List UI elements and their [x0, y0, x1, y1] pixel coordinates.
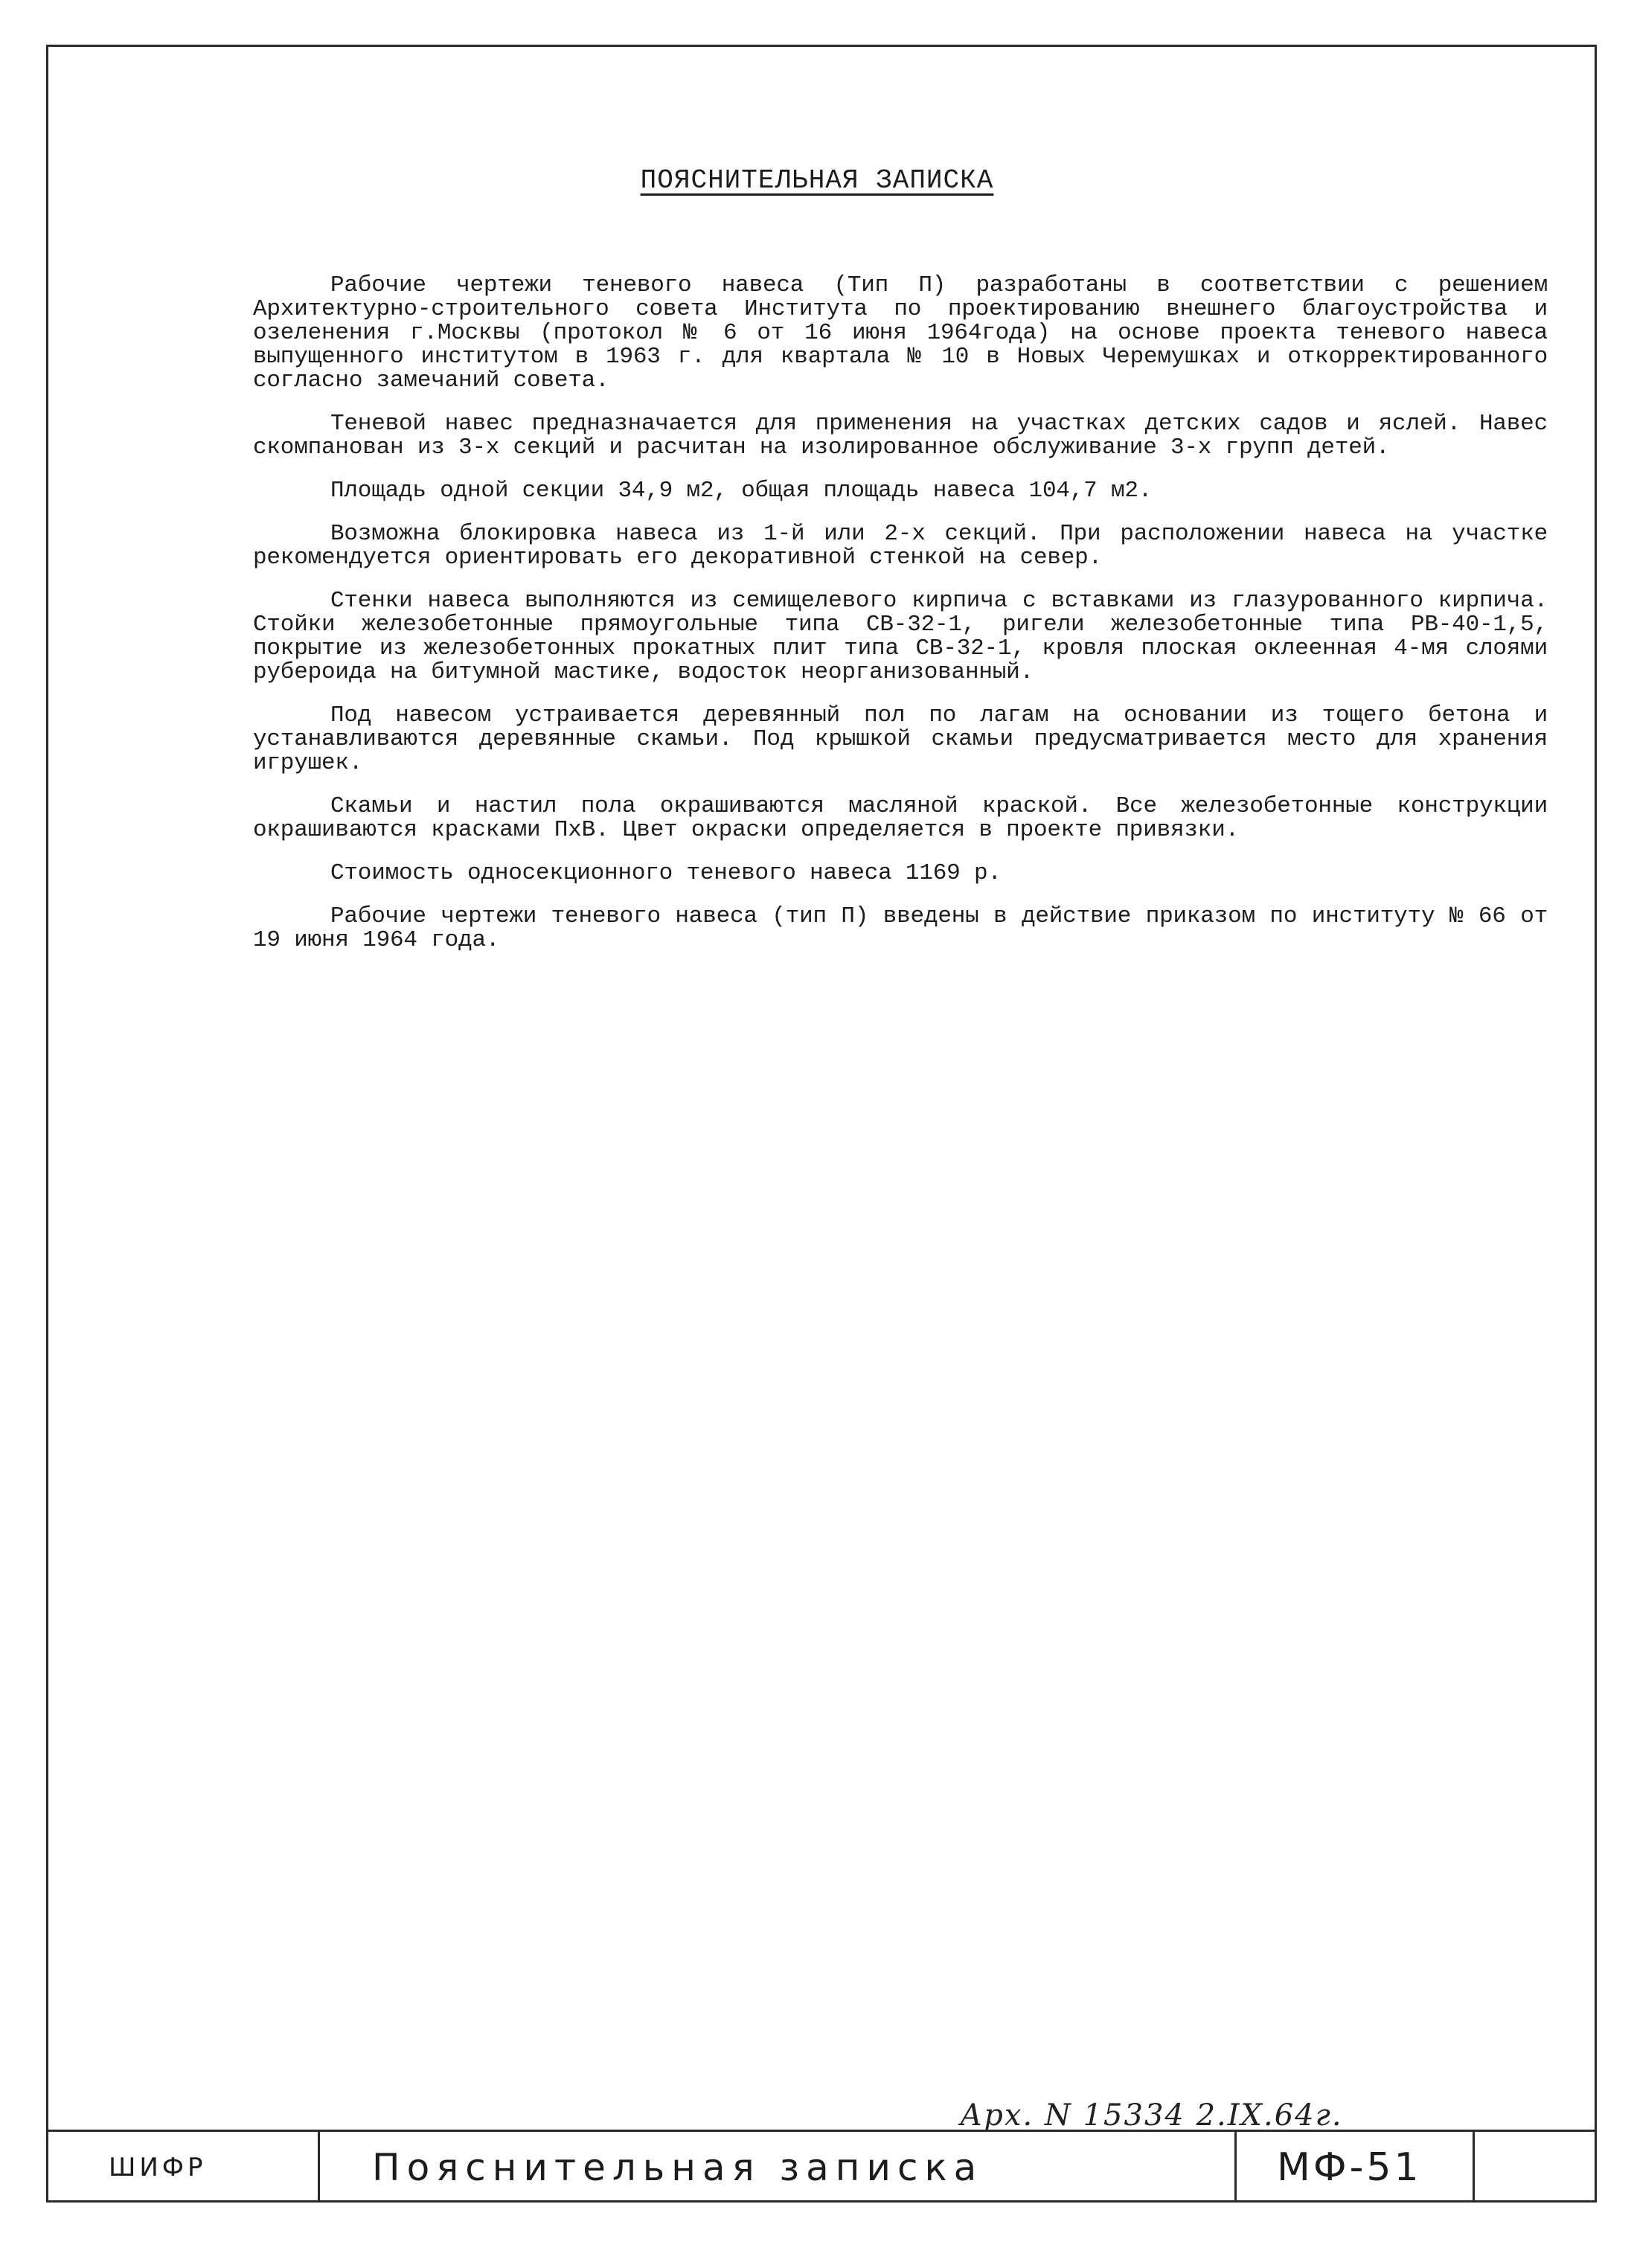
paragraph-1: Рабочие чертежи теневого навеса (Тип П) разработаны в соответствии с решением Архитектурно-строительного совета Института по проектированию внешнего благоустройства и озеленения г.Москвы (протокол № 6 от 16 июня 1964года) на основе проекта теневого навеса выпущенного институтом в 1963 г. для квартала № 10 в Новых Черемушках и откорректированного согласно замечаний совета.	[253, 272, 1548, 394]
paragraph-2: Теневой навес предназначается для применения на участках детских садов и яслей. Навес скомпанован из 3-х секций и расчитан на изолированное обслуживание 3-х групп детей.	[253, 411, 1548, 461]
title-block-code-label: ШИФР	[46, 2132, 320, 2203]
paragraph-6: Под навесом устраивается деревянный пол по лагам на основании из тощего бетона и устанавливаются деревянные скамьи. Под крышкой скамьи предусматривается место для хранения игрушек.	[253, 702, 1548, 776]
paragraph-4: Возможна блокировка навеса из 1-й или 2-х секций. При расположении навеса на участке рекомендуется ориентировать его декоративной стенкой на север.	[253, 521, 1548, 571]
paragraph-7: Скамьи и настил пола окрашиваются масляной краской. Все железобетонные конструкции окрашиваются красками ПхВ. Цвет окраски определяется в проекте привязки.	[253, 793, 1548, 843]
document-title: ПОЯСНИТЕЛЬНАЯ ЗАПИСКА	[640, 165, 994, 196]
document-body	[253, 274, 1548, 972]
paragraph-9: Рабочие чертежи теневого навеса (тип П) введены в действие приказом по институту № 66 от 19 июня 1964 года.	[253, 903, 1548, 953]
paragraph-8: Стоимость односекционного теневого навеса 1169 р.	[330, 860, 1002, 886]
paragraph-5: Стенки навеса выполняются из семищелевого кирпича с вставками из глазурованного кирпича. Стойки железобетонные прямоугольные типа СВ-32-1, ригели железобетонные типа РВ-40-1,5, покрытие из железобетонных прокатных плит типа СВ-32-1, кровля плоская оклеенная 4-мя слоями рубероида на битумной мастике, водосток неорганизованный.	[253, 588, 1548, 685]
archive-note: Арх. N 15334 2.IX.64г.	[960, 2098, 1343, 2133]
title-block-empty-cell	[1475, 2132, 1595, 2203]
title-block-document-name: Пояснительная записка	[320, 2132, 1237, 2203]
title-block-sheet-code: МФ-51	[1237, 2132, 1475, 2203]
paragraph-3: Площадь одной секции 34,9 м2, общая площадь навеса 104,7 м2.	[330, 478, 1153, 504]
title-block	[46, 2130, 1597, 2203]
